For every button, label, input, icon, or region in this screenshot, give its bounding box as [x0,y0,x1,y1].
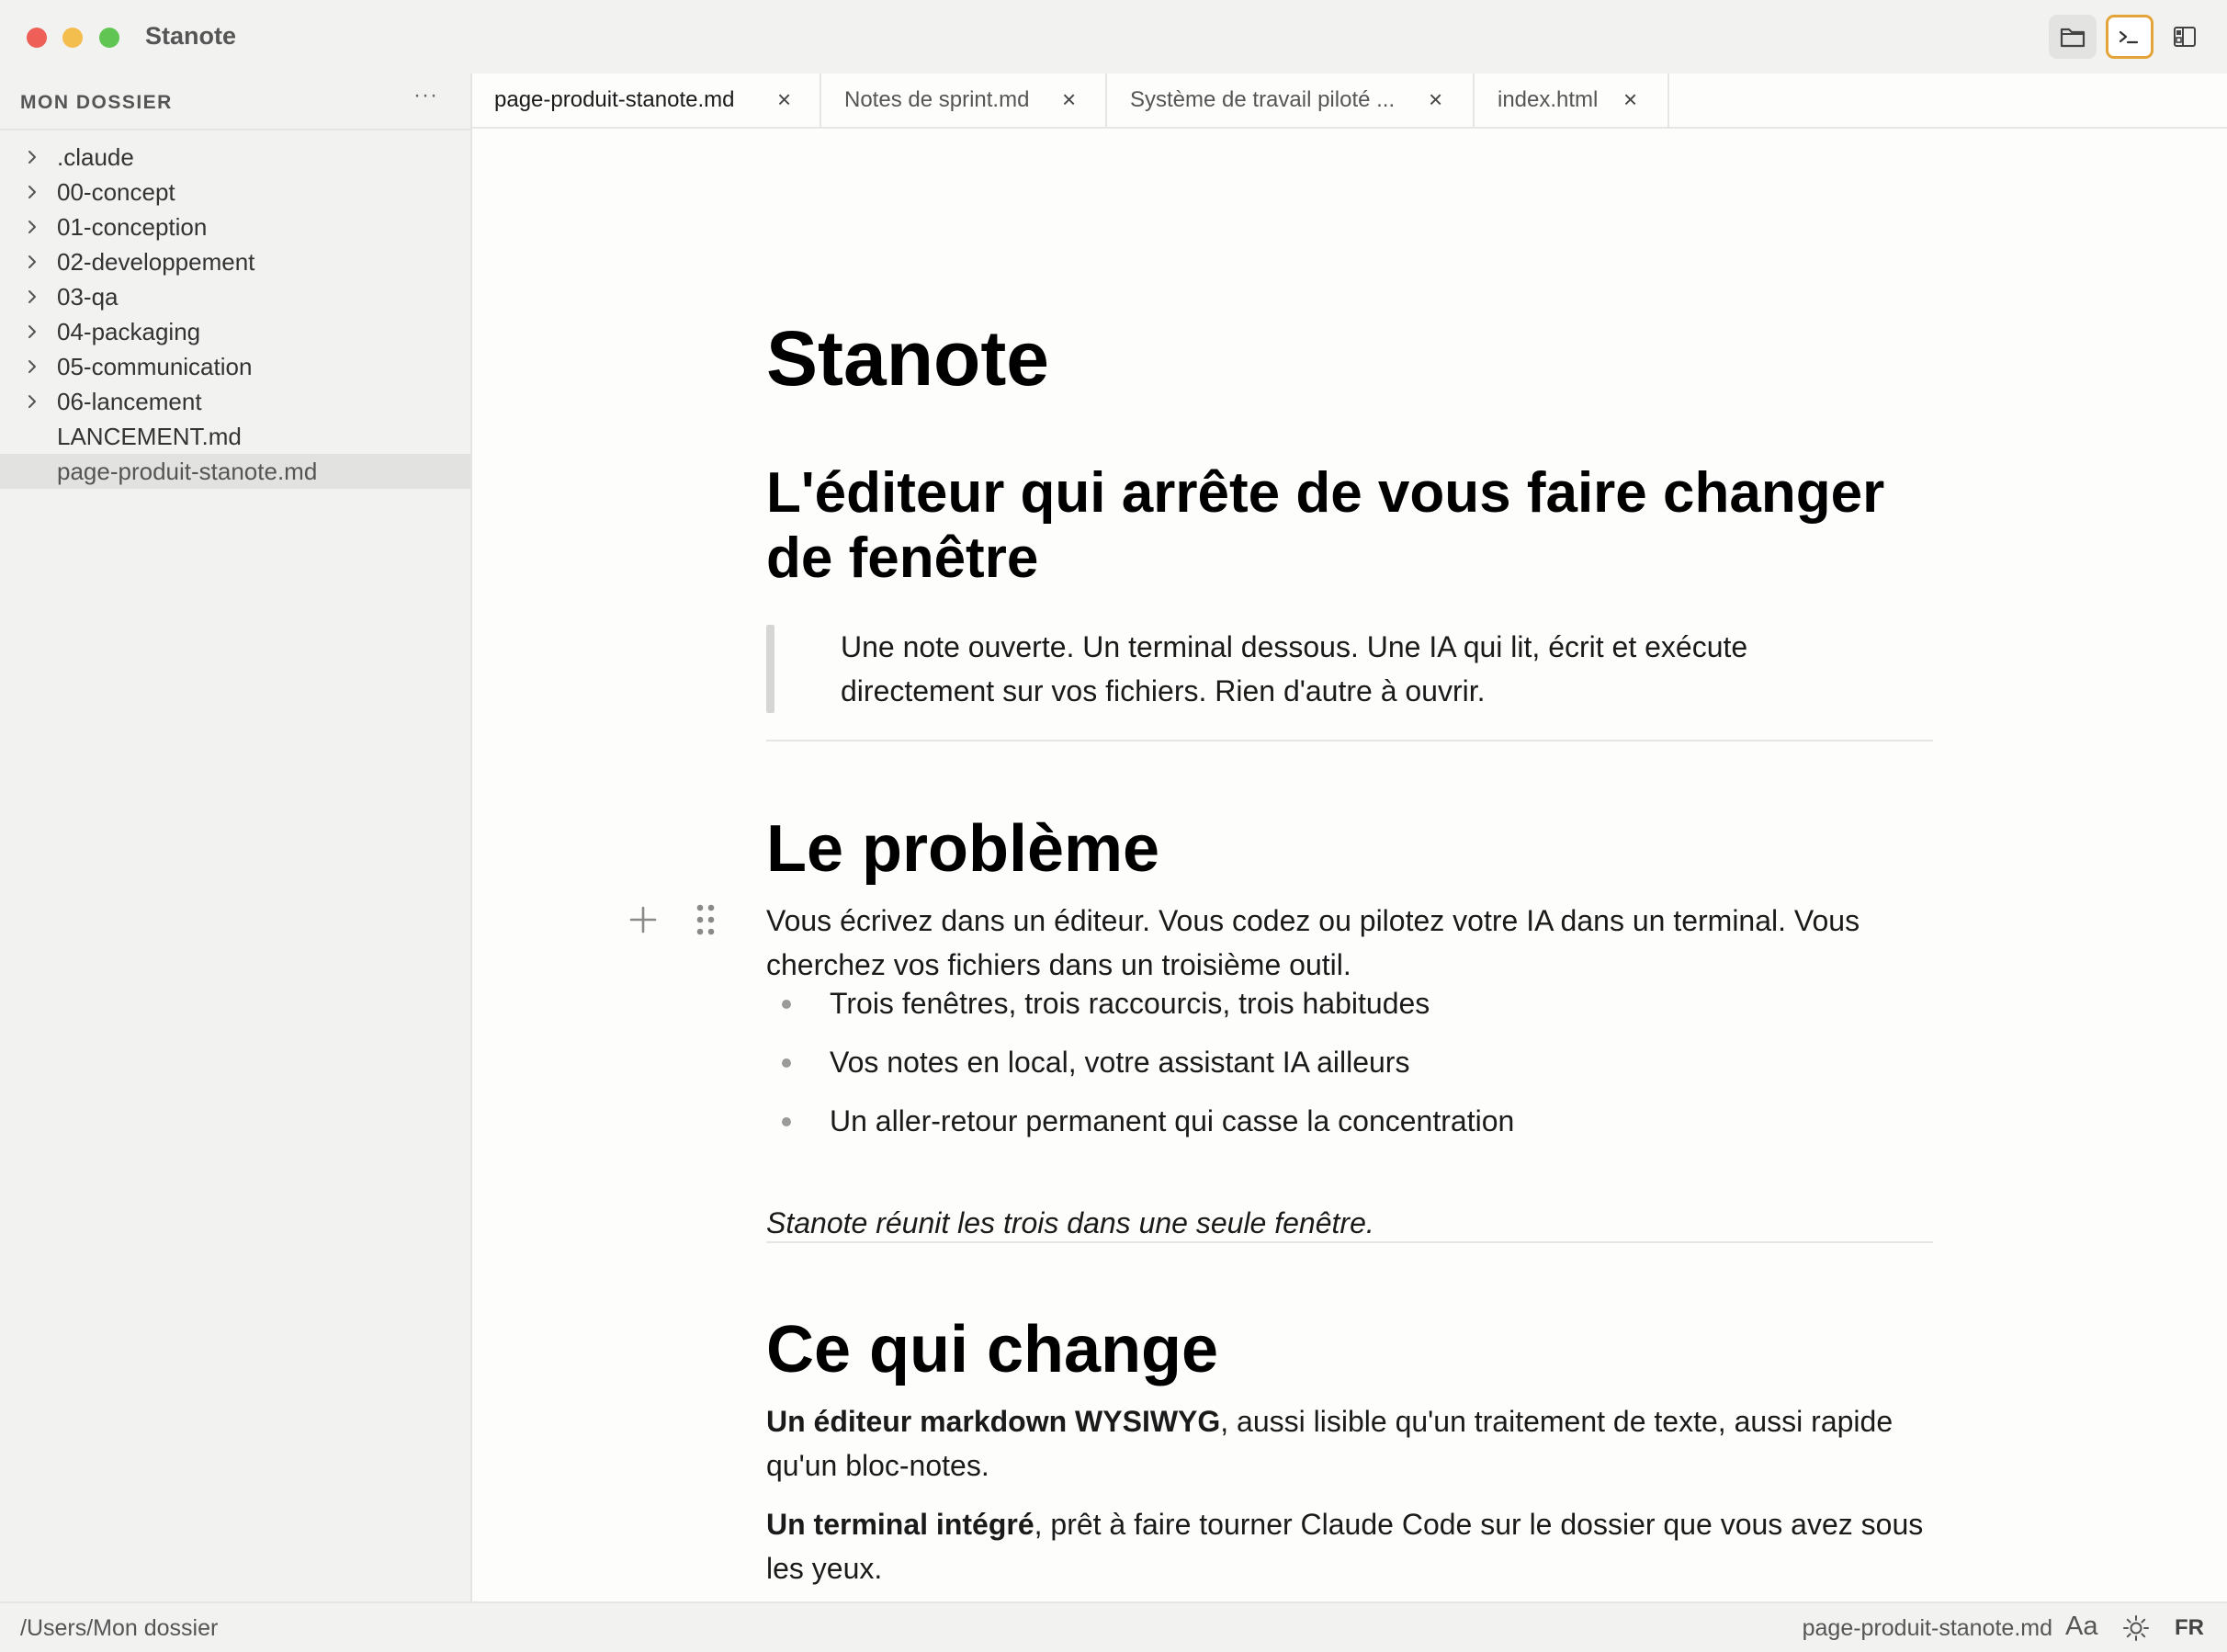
file-explorer-sidebar [0,74,472,1601]
tab-page-produit-stanote[interactable] [472,74,821,127]
change-paragraph-editor [766,1399,1933,1488]
tree-item-label: 00-concept [57,177,175,206]
bold-text: Un éditeur markdown WYSIWYG [766,1405,1221,1438]
tab-close-button[interactable]: × [1062,85,1077,113]
language-button[interactable]: FR [2175,1615,2204,1640]
file-tree [0,140,470,489]
chevron-right-icon[interactable] [22,146,42,168]
toggle-layout-button[interactable] [2161,15,2209,59]
tab-label: index.html [1498,87,1599,112]
folder-icon [2060,26,2086,48]
tree-item-label: 04-packaging [57,317,201,345]
tree-item-01-conception[interactable] [0,209,470,244]
chevron-right-icon[interactable] [22,251,42,273]
tab-close-button[interactable]: × [777,85,792,113]
change-paragraph-terminal [766,1502,1933,1590]
bullet-dot [782,1058,791,1068]
heading-ce-qui-change: Ce qui change [766,1313,1219,1386]
paragraph-text: , aussi lisible qu'un traitement de texte, aussi rapide qu'un bloc-notes. [766,1405,1894,1482]
title-bar [0,0,2227,74]
app-title: Stanote [145,22,237,50]
tree-item-05-communication[interactable] [0,349,470,384]
list-item-text: Un aller-retour permanent qui casse la concentration [830,1104,1515,1137]
sidebar-more-button[interactable]: ··· [413,83,438,107]
minimize-window-button[interactable] [62,28,83,48]
tab-notes-de-sprint[interactable] [821,74,1107,127]
bullet-dot [782,1000,791,1009]
layout-icon [2172,25,2198,49]
drag-handle-icon[interactable] [695,903,716,936]
horizontal-rule [766,1241,1933,1243]
chevron-right-icon[interactable] [22,286,42,308]
tab-systeme-de-travail[interactable] [1107,74,1475,127]
tab-close-button[interactable]: × [1429,85,1443,113]
bullet-dot [782,1117,791,1126]
chevron-right-icon[interactable] [22,181,42,203]
tree-item-06-lancement[interactable] [0,384,470,419]
tree-item-label: 06-lancement [57,387,202,415]
tab-label: Système de travail piloté ... [1130,87,1396,112]
zoom-window-button[interactable] [99,28,119,48]
tab-bar [472,74,2227,129]
chevron-right-icon[interactable] [22,390,42,413]
list-item-text: Vos notes en local, votre assistant IA ailleurs [830,1046,1410,1079]
tree-item-04-packaging[interactable] [0,314,470,349]
tree-item-02-developpement[interactable] [0,244,470,279]
editor-area[interactable] [472,129,2227,1601]
sun-icon[interactable] [2122,1614,2150,1642]
tab-close-button[interactable]: × [1623,85,1638,113]
paragraph-text: , prêt à faire tourner Claude Code sur le dossier que vous avez sous les yeux. [766,1508,1924,1585]
add-block-icon[interactable] [628,905,658,934]
tree-item-label: 03-qa [57,282,119,311]
tree-item-00-concept[interactable] [0,175,470,209]
tree-item-lancement-md[interactable] [0,419,470,454]
list-item [766,1099,1933,1158]
problem-bullet-list [766,981,1933,1158]
chevron-right-icon[interactable] [22,321,42,343]
list-item-text: Trois fenêtres, trois raccourcis, trois habitudes [830,987,1430,1020]
bold-text: Un terminal intégré [766,1508,1034,1541]
tree-item-claude[interactable] [0,140,470,175]
tree-item-label: .claude [57,142,134,171]
chevron-right-icon[interactable] [22,216,42,238]
problem-conclusion: Stanote réunit les trois dans une seule fenêtre. [766,1206,1374,1239]
heading-le-probleme: Le problème [766,812,1160,886]
tab-label: page-produit-stanote.md [494,87,735,112]
tab-index-html[interactable] [1475,74,1669,127]
tree-item-label: page-produit-stanote.md [57,457,318,485]
close-window-button[interactable] [27,28,47,48]
problem-paragraph: Vous écrivez dans un éditeur. Vous codez ou pilotez votre IA dans un terminal. Vous cherchez vos fichiers dans un troisième outil. [766,904,1860,981]
blockquote-bar [766,625,774,713]
sidebar-divider [0,129,470,130]
document-title: Stanote [766,315,1050,402]
document-subtitle: L'éditeur qui arrête de vous faire changer de fenêtre [766,461,1885,590]
sidebar-header: MON DOSSIER [20,92,173,113]
terminal-icon [2117,26,2142,48]
tree-item-label: 02-developpement [57,247,255,276]
tree-item-03-qa[interactable] [0,279,470,314]
toggle-terminal-button[interactable] [2106,15,2154,59]
chevron-right-icon[interactable] [22,356,42,378]
blockquote [766,625,1933,713]
folder-path: /Users/Mon dossier [20,1615,219,1641]
list-item [766,1040,1933,1099]
tree-item-label: LANCEMENT.md [57,422,242,450]
list-item [766,981,1933,1040]
toggle-sidebar-button[interactable] [2049,15,2097,59]
tree-item-page-produit-stanote-md[interactable] [0,454,470,489]
tree-item-label: 01-conception [57,212,208,241]
tab-label: Notes de sprint.md [844,87,1030,112]
tree-item-label: 05-communication [57,352,253,380]
font-settings-button[interactable]: Aa [2065,1612,2098,1641]
blockquote-text: Une note ouverte. Un terminal dessous. Une IA qui lit, écrit et exécute directement sur vos fichiers. Rien d'autre à ouvrir. [841,630,1748,707]
current-file-name: page-produit-stanote.md [1802,1615,2052,1641]
status-bar [0,1601,2227,1652]
horizontal-rule [766,740,1933,741]
